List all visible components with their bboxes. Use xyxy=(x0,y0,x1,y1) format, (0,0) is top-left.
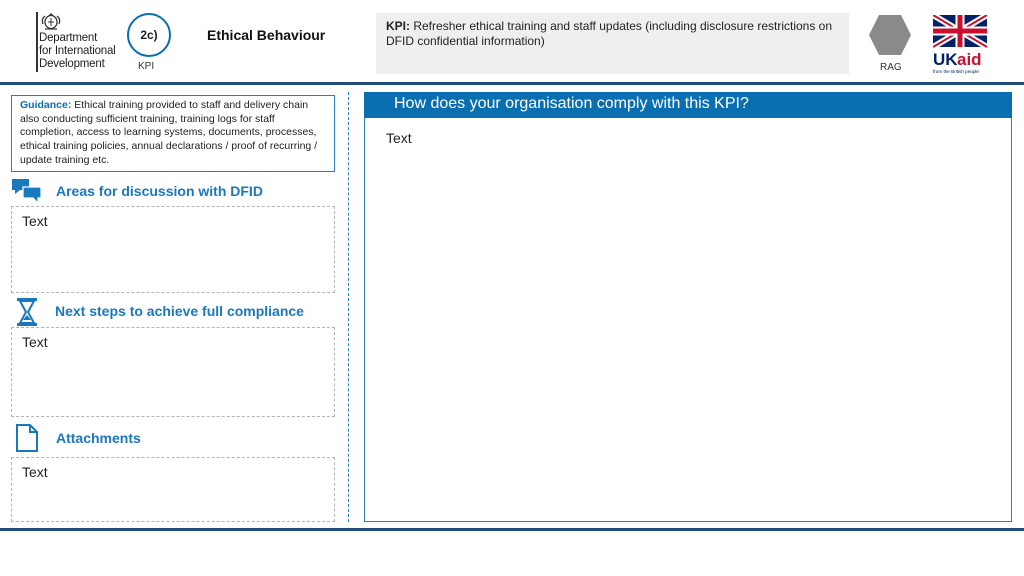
attachments-title: Attachments xyxy=(56,430,141,446)
rag-label: RAG xyxy=(880,62,902,73)
header-rule xyxy=(0,82,1024,85)
compliance-heading: How does your organisation comply with this KPI? xyxy=(364,92,1012,118)
logo-line-3: Development xyxy=(39,58,105,70)
footer-rule xyxy=(0,528,1024,531)
royal-crest-icon xyxy=(40,12,62,30)
kpi-number-badge: 2c) xyxy=(127,13,171,57)
page-title: Ethical Behaviour xyxy=(207,27,326,43)
next-steps-input[interactable]: Text xyxy=(11,327,335,417)
hourglass-icon xyxy=(11,298,43,326)
compliance-input[interactable]: Text xyxy=(386,130,412,146)
kpi-label: KPI xyxy=(138,61,155,72)
rag-status-hexagon[interactable] xyxy=(868,14,912,56)
document-icon xyxy=(11,424,43,452)
next-steps-title: Next steps to achieve full compliance xyxy=(55,303,304,319)
guidance-box xyxy=(11,95,335,172)
kpi-description-box xyxy=(376,13,849,74)
logo-line-2: for International xyxy=(39,45,116,57)
dfid-logo xyxy=(36,12,136,74)
guidance-label: Guidance: xyxy=(20,99,72,111)
kpi-prefix: KPI: xyxy=(386,19,410,33)
logo-line-1: Department xyxy=(39,32,98,44)
compliance-panel xyxy=(364,92,1012,522)
kpi-description: Refresher ethical training and staff updates (including disclosure restrictions on DFID confidential information) xyxy=(386,19,833,48)
discussion-input[interactable]: Text xyxy=(11,206,335,293)
speech-bubbles-icon xyxy=(11,178,43,206)
column-divider xyxy=(348,92,349,522)
discussion-title: Areas for discussion with DFID xyxy=(56,183,263,199)
logo-text xyxy=(39,32,116,71)
attachments-input[interactable]: Text xyxy=(11,457,335,522)
ukaid-aid-text: aid xyxy=(957,50,982,69)
ukaid-tagline: from the British people xyxy=(933,69,979,74)
ukaid-uk-text: UK xyxy=(933,50,958,69)
guidance-text: Ethical training provided to staff and delivery chain also conducting sufficient training, training logs for staff completion, access to learning systems, documents, processes, ethical training policies, annual declarations / proof of recurring / update training etc. xyxy=(20,99,318,166)
logo-divider xyxy=(36,12,38,72)
ukaid-logo xyxy=(933,15,989,75)
